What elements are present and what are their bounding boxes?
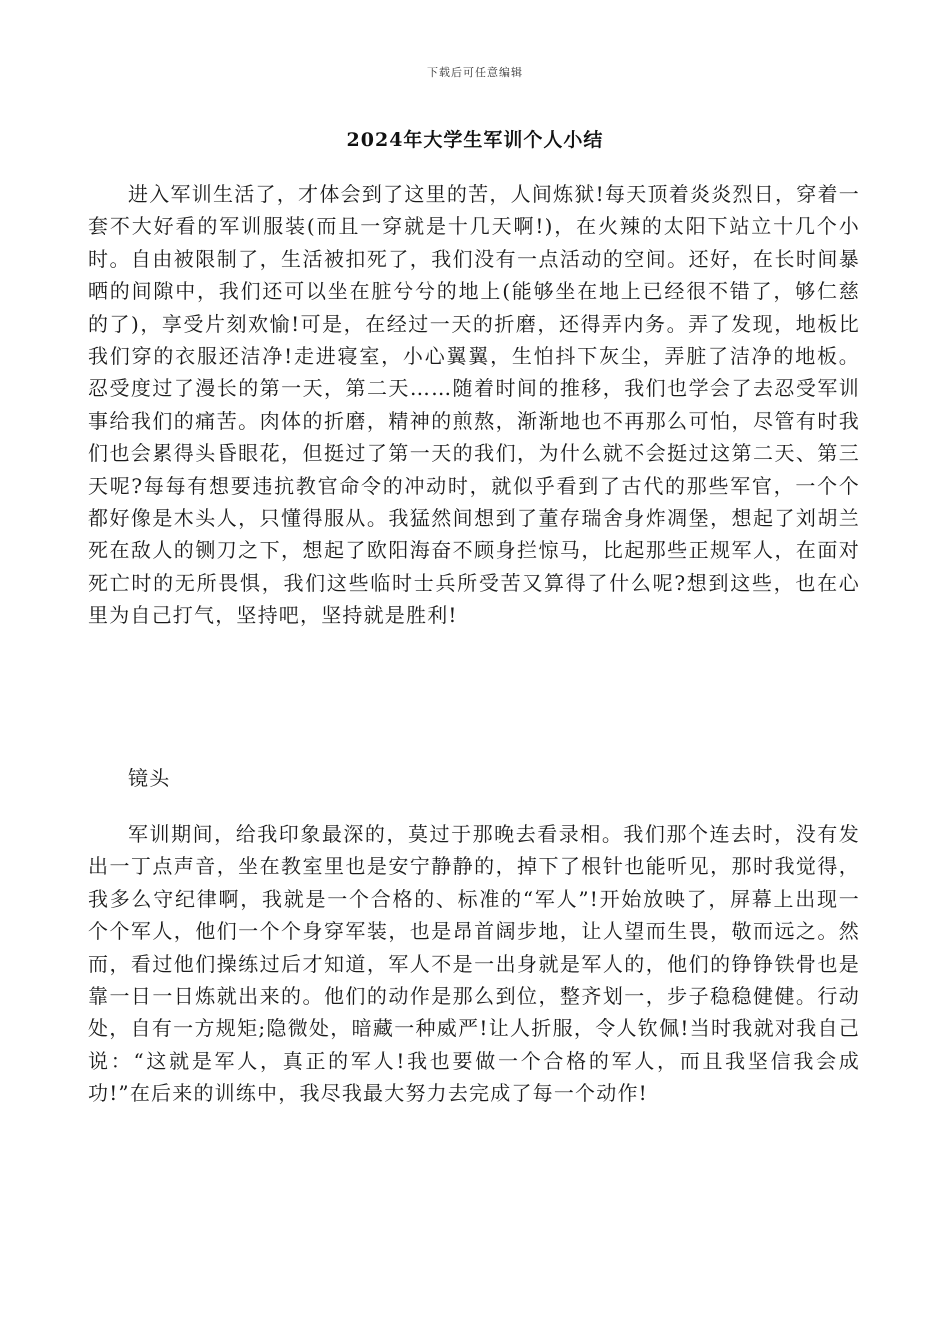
header-note: 下载后可任意编辑 — [427, 66, 523, 79]
section-heading: 镜头 — [128, 766, 171, 790]
paragraph-2: 军训期间，给我印象最深的，莫过于那晚去看录相。我们那个连去时，没有发出一丁点声音，坐在教室里也是安宁静静的，掉下了根针也能听见，那时我觉得，我多么守纪律啊，我就是一个合格的、标准的“军人”!开始放映了，屏幕上出现一个个军人，他们一个个身穿军装，也是昂首阔步地，让人望而生畏，敬而远之。然而，看过他们操练过后才知道，军人不是一出身就是军人的，他们的铮铮铁骨也是靠一日一日炼就出来的。他们的动作是那么到位，整齐划一，步子稳稳健健。行动处，自有一方规矩;隐微处，暗藏一种威严!让人折服，令人钦佩!当时我就对我自己说：“这就是军人，真正的军人!我也要做一个合格的军人，而且我坚信我会成功!”在后来的训练中，我尽我最大努力去完成了每一个动作! — [88, 822, 860, 1106]
document-title: 2024年大学生军训个人小结 — [346, 129, 604, 151]
paragraph-1: 进入军训生活了，才体会到了这里的苦，人间炼狱!每天顶着炎炎烈日，穿着一套不大好看的军训服装(而且一穿就是十几天啊!)，在火辣的太阳下站立十几个小时。自由被限制了，生活被扣死了，我们没有一点活动的空间。还好，在长时间暴晒的间隙中，我们还可以坐在脏兮兮的地上(能够坐在地上已经很不错了，够仁慈的了)，享受片刻欢愉!可是，在经过一天的折磨，还得弄内务。弄了发现，地板比我们穿的衣服还洁净!走进寝室，小心翼翼，生怕抖下灰尘，弄脏了洁净的地板。忍受度过了漫长的第一天，第二天……随着时间的推移，我们也学会了去忍受军训事给我们的痛苦。肉体的折磨，精神的煎熬，渐渐地也不再那么可怕，尽管有时我们也会累得头昏眼花，但挺过了第一天的我们，为什么就不会挺过这第二天、第三天呢?每每有想要违抗教官命令的冲动时，就似乎看到了古代的那些军官，一个个都好像是木头人，只懂得服从。我猛然间想到了董存瑞舍身炸凋堡，想起了刘胡兰死在敌人的铡刀之下，想起了欧阳海奋不顾身拦惊马，比起那些正规军人，在面对死亡时的无所畏惧，我们这些临时士兵所受苦又算得了什么呢?想到这些，也在心里为自己打气，坚持吧，坚持就是胜利! — [88, 182, 860, 628]
